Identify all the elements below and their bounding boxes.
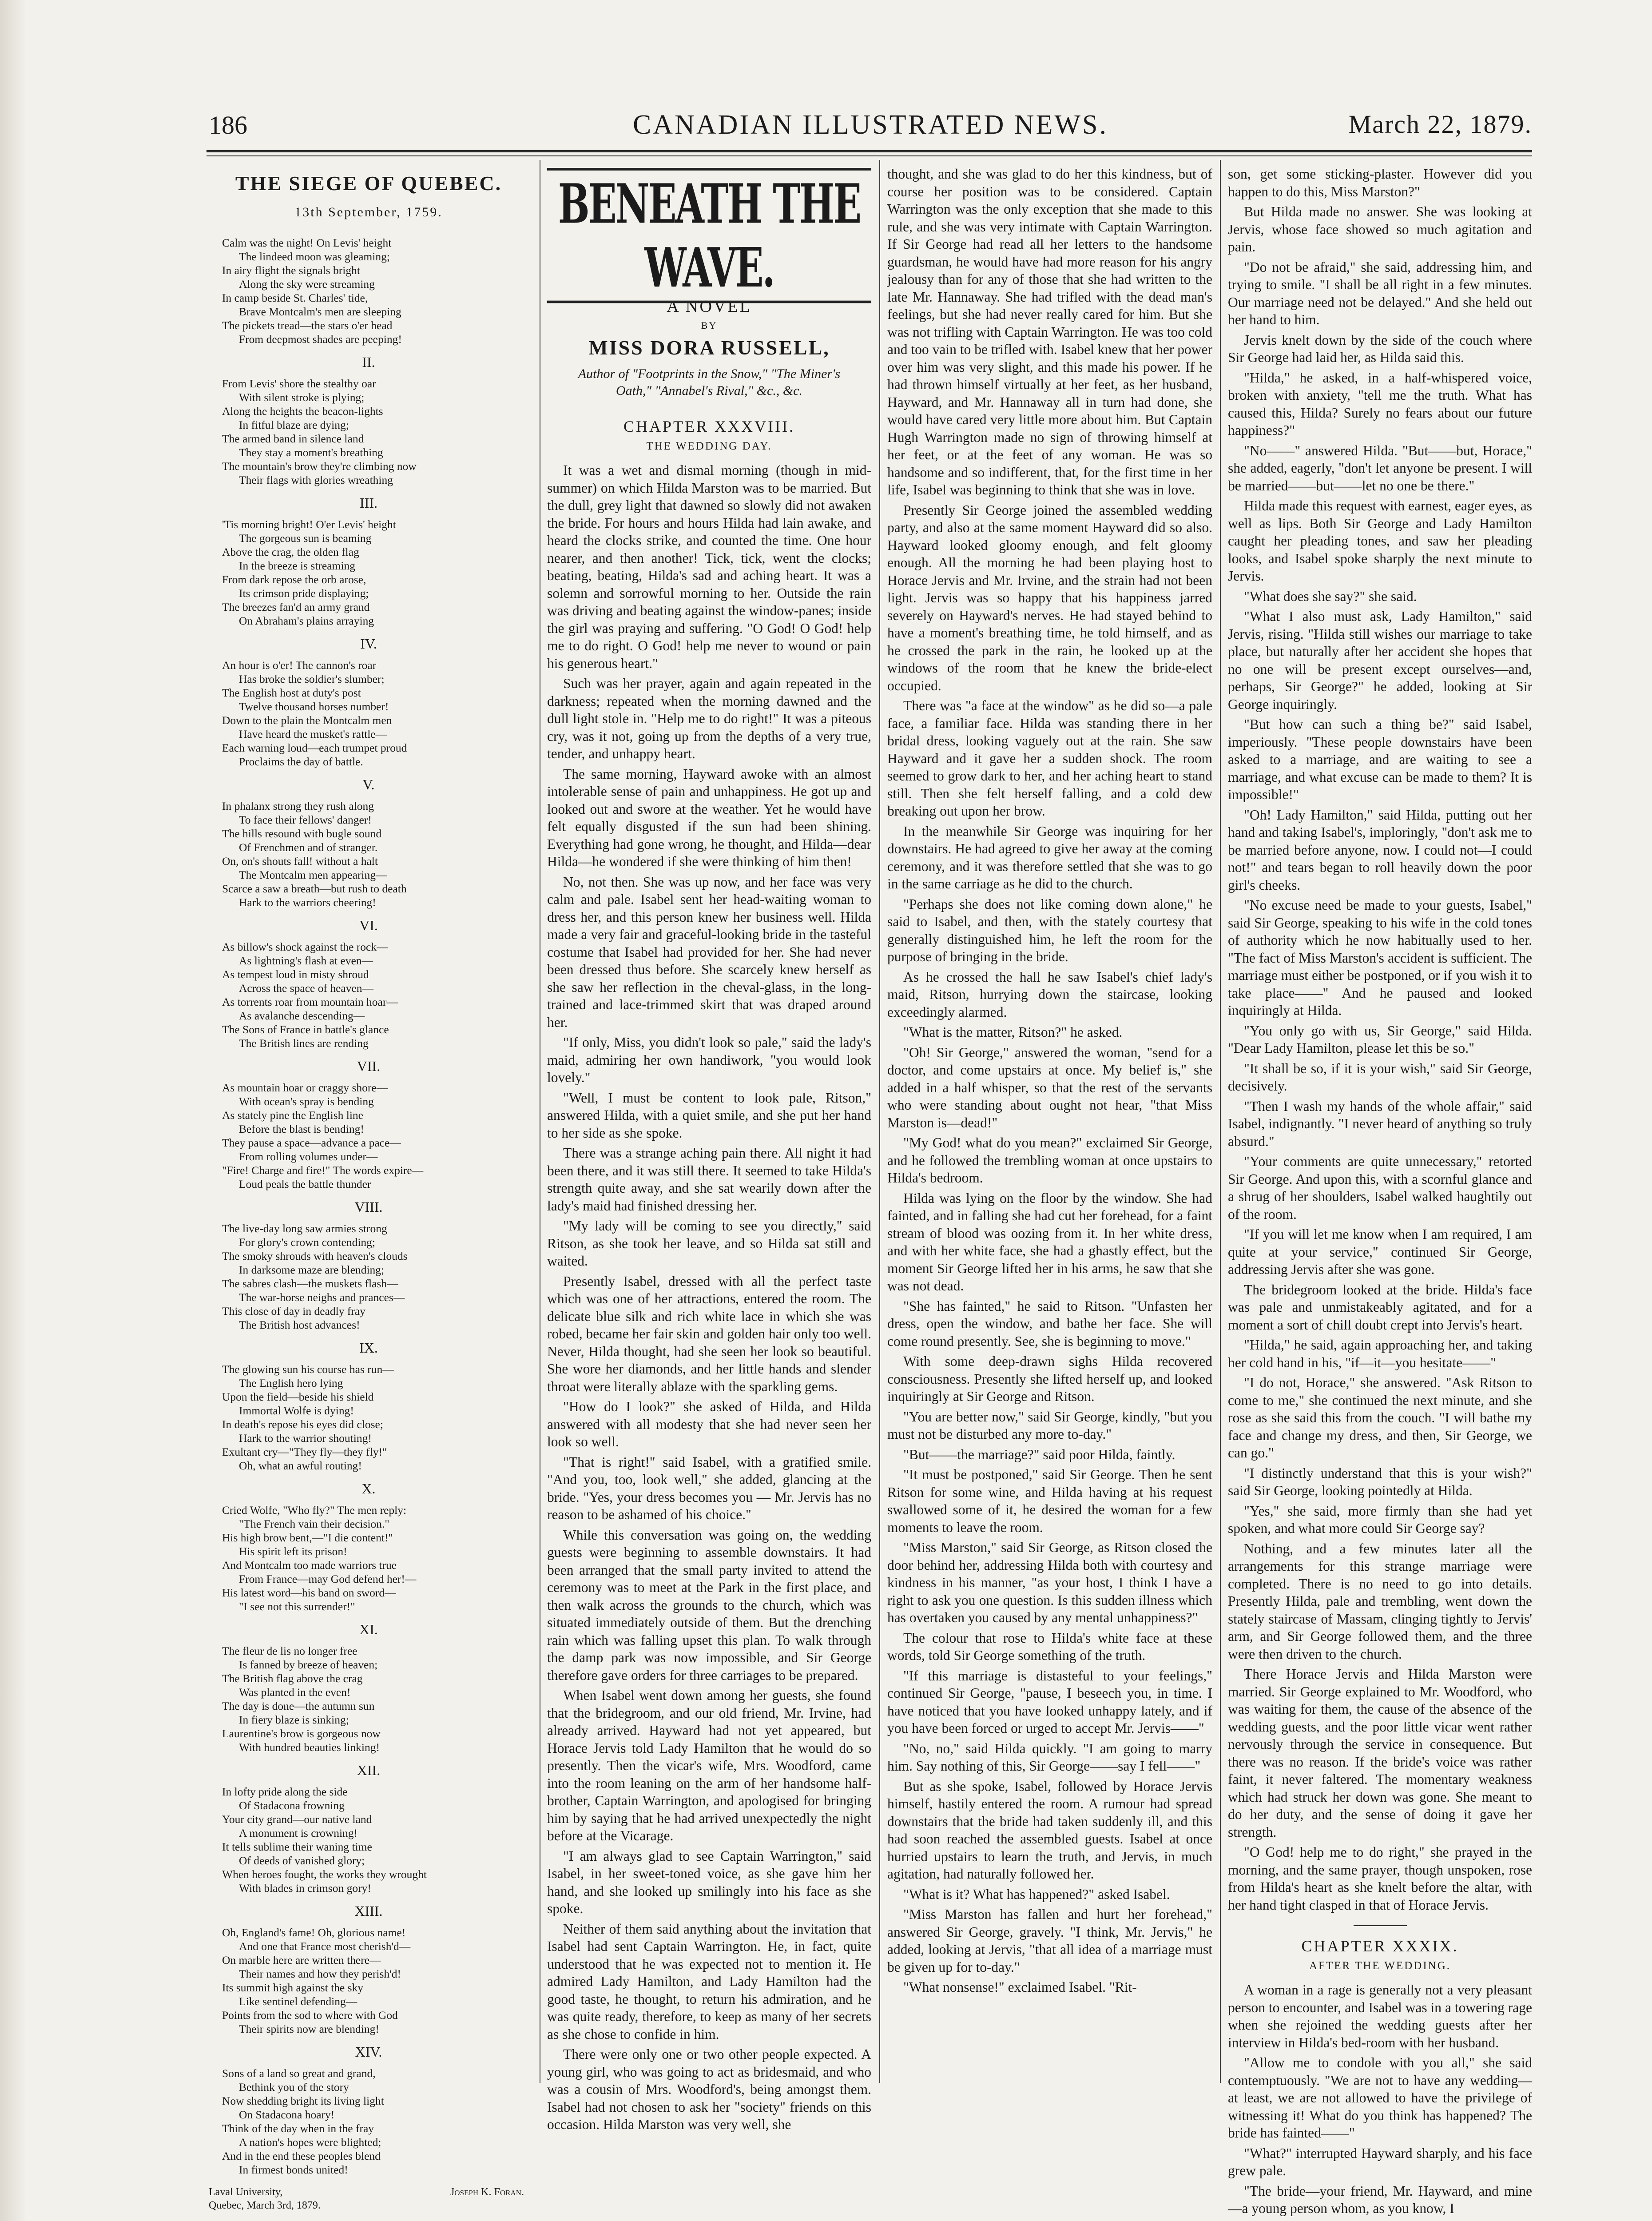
- stanza: [222, 1503, 528, 1613]
- paragraph: As he crossed the hall he saw Isabel's chief lady's maid, Ritson, hurrying down the staircase, looking exceedingly alarmed.: [887, 969, 1212, 1020]
- paragraph: "If this marriage is distasteful to your feelings," continued Sir George, "pause, I beseech you, in time. I have noticed that you have looked unhappy lately, and if you have been forced or urged to accept Mr. Jervis——": [887, 1668, 1212, 1736]
- poem-line: Their names and how they perish'd!: [239, 1967, 401, 1980]
- poem-line: Points from the sod to where with God: [222, 2009, 398, 2022]
- paragraph: "Then I wash my hands of the whole affair," said Isabel, indignantly. "I never heard of anything so truly absurd.": [1228, 1098, 1532, 1149]
- poem-line: The gorgeous sun is beaming: [239, 532, 372, 545]
- paragraph: No, not then. She was up now, and her face was very calm and pale. Isabel sent her head-waiting woman to dress her, and this person knew her business well. Hilda made a very fair and graceful-looking bride in the tasteful costume that Isabel had provided for her. She had never been dressed thus before. She scarcely knew herself as she saw her reflection in the cheval-glass, in the long-trained and lace-trimmed skirt that was draped around her.: [547, 874, 871, 1030]
- paragraph: "Hilda," he said, again approaching her, and taking her cold hand in his, "if—it—you hesitate——": [1228, 1337, 1532, 1370]
- poem-line: The live-day long saw armies strong: [222, 1222, 387, 1235]
- poem-line: Upon the field—beside his shield: [222, 1390, 374, 1403]
- poem-line: The English host at duty's post: [222, 686, 361, 699]
- stanza: [222, 1926, 528, 2036]
- paragraph: "I distinctly understand that this is your wish?" said Sir George, looking pointedly at Hilda.: [1228, 1465, 1532, 1498]
- poem-line: As lightning's flash at even—: [239, 954, 373, 967]
- paragraph: While this conversation was going on, the wedding guests were beginning to assemble downstairs. It had been arranged that the small party invited to attend the ceremony was to meet at the Park in the first place, and then walk across the grounds to the church, which was situated immediately outside of them. But the drenching rain which was falling upset this plan. To walk through the damp park was now impossible, and Sir George therefore gave orders for three carriages to be prepared.: [547, 1527, 871, 1683]
- poem-line: Above the crag, the olden flag: [222, 545, 359, 558]
- paragraph: "What nonsense!" exclaimed Isabel. "Rit-: [903, 1979, 1137, 1995]
- poem-line: With ocean's spray is bending: [239, 1095, 374, 1108]
- poem-line: "Fire! Charge and fire!" The words expire—: [222, 1164, 424, 1177]
- poem-line: And in the end these peoples blend: [222, 2149, 381, 2162]
- paragraph: "It must be postponed," said Sir George. Then he sent Ritson for some wine, and Hilda having at his request swallowed some of it, he desired the woman for a few moments to leave the room.: [887, 1467, 1212, 1535]
- stanza: [222, 1785, 528, 1895]
- poem-line: The hills resound with bugle sound: [222, 827, 382, 840]
- paragraph: "Do not be afraid," she said, addressing him, and trying to smile. "I shall be all right in a few minutes. Our marriage need not be delayed." And she held out her hand to him.: [1228, 259, 1532, 327]
- poem-line: In darksome maze are blending;: [239, 1263, 385, 1276]
- poem-line: As torrents roar from mountain hoar—: [222, 995, 398, 1008]
- paragraph: A woman in a rage is generally not a very pleasant person to encounter, and Isabel was in a towering rage when she rejoined the wedding guests after her interview in Hilda's bed-room with her husband.: [1228, 1982, 1532, 2050]
- stanza: [222, 377, 528, 487]
- header-rule-thin: [206, 155, 1532, 156]
- serial-genre: A NOVEL: [667, 297, 752, 316]
- serial-banner: BENEATH THE WAVE.: [547, 168, 871, 303]
- paragraph: Hilda was lying on the floor by the window. She had fainted, and in falling she had cut her forehead, for a faint stream of blood was oozing from it. In her white dress, and with her white face, she had a ghastly effect, but the moment Sir George lifted her in his arms, he saw that she was not dead.: [887, 1190, 1212, 1294]
- poem-line: Oh, what an awful routing!: [239, 1459, 362, 1472]
- poem-line: The mountain's brow they're climbing now: [222, 460, 417, 473]
- poem-line: Sons of a land so great and grand,: [222, 2067, 376, 2080]
- poem-place: Laval University,: [209, 2186, 283, 2198]
- paragraph: "No excuse need be made to your guests, Isabel," said Sir George, speaking to his wife in the cold tones of authority which he now habitually used to her. "The fact of Miss Marston's accident is sufficient. The marriage must either be postponed, or if you wish it to take place——" And he paused and looked inquiringly at Hilda.: [1228, 897, 1532, 1018]
- poem-line: Across the space of heaven—: [239, 982, 374, 995]
- poem-line: The breezes fan'd an army grand: [222, 601, 370, 613]
- poem-line: On Abraham's plains arraying: [239, 614, 374, 627]
- poem-title: THE SIEGE OF QUEBEC.: [235, 172, 502, 195]
- poem-line: The lindeed moon was gleaming;: [239, 250, 390, 263]
- poem-line: Hark to the warriors cheering!: [239, 896, 376, 909]
- poem-line: Scarce a saw a breath—but rush to death: [222, 882, 407, 895]
- stanza-number: VII.: [357, 1058, 381, 1074]
- poem-line: They pause a space—advance a pace—: [222, 1136, 401, 1149]
- stanza: [222, 1644, 528, 1754]
- paragraph: "If only, Miss, you didn't look so pale," said the lady's maid, admiring her own handiwork, "you would look lovely.": [547, 1035, 871, 1085]
- stanza-number: V.: [362, 776, 375, 792]
- poem-line: Is fanned by breeze of heaven;: [239, 1658, 378, 1671]
- stanza: [222, 658, 528, 768]
- poem-line: The armed band in silence land: [222, 432, 364, 445]
- poem-line: Think of the day when in the fray: [222, 2122, 374, 2135]
- paragraph: "Oh! Lady Hamilton," said Hilda, putting out her hand and taking Isabel's, imploringly, "don't ask me to be married before anyone, now. I could not—I could not!" and tears began to roll heavily down the poor girl's cheeks.: [1228, 807, 1532, 893]
- poem-line: An hour is o'er! The cannon's roar: [222, 659, 377, 672]
- poem-line: From deepmost shades are peeping!: [239, 333, 402, 346]
- paragraph: "No——" answered Hilda. "But——but, Horace," she added, eagerly, "don't let anyone be present. I will be married——but——let no one be there.": [1228, 442, 1532, 494]
- poem-line: In the breeze is streaming: [239, 559, 355, 572]
- poem-line: Its summit high against the sky: [222, 1981, 364, 1994]
- serial-column-1: [547, 165, 871, 2132]
- serial-author: MISS DORA RUSSELL,: [588, 336, 830, 359]
- paragraph: The colour that rose to Hilda's white face at these words, told Sir George something of the truth.: [887, 1630, 1212, 1663]
- poem-line: The fleur de lis no longer free: [222, 1644, 357, 1657]
- stanza-number: IV.: [360, 636, 377, 652]
- poem-line: Exultant cry—"They fly—they fly!": [222, 1445, 387, 1458]
- paragraph: "Hilda," he asked, in a half-whispered voice, broken with anxiety, "tell me the truth. What has caused this, Hilda? Surely no fears about our future happiness?": [1228, 370, 1532, 438]
- poem-line: Down to the plain the Montcalm men: [222, 714, 392, 727]
- poem-line: Cried Wolfe, "Who fly?" The men reply:: [222, 1504, 407, 1516]
- poem-line: On marble here are written there—: [222, 1954, 381, 1966]
- paragraph: Presently Isabel, dressed with all the perfect taste which was one of her attractions, entered the room. The delicate blue silk and rich white lace in which she was robed, became her fair skin and golden hair only too well. Never, Hilda thought, had she seen her look so beautiful. She wore her diamonds, and her little hands and slender throat were literally ablaze with the sparkling gems.: [547, 1273, 871, 1394]
- paragraph: There was a strange aching pain there. All night it had been there, and it was still there. It seemed to take Hilda's strength quite away, and she sat wearily down after the lady's maid had finished dressing her.: [547, 1145, 871, 1214]
- paragraph: "Well, I must be content to look pale, Ritson," answered Hilda, with a quiet smile, and she put her hand to her side as she spoke.: [547, 1090, 871, 1141]
- paragraph: Presently Sir George joined the assembled wedding party, and also at the same moment Hayward did so also. Hayward looked gloomy enough, and felt gloomy enough. All the morning he had been playing host to Horace Jervis and Mr. Irvine, and the strain had not been light. Jervis was so happy that his happiness jarred severely on Hayward's nerves. He had stayed behind to have a moment's breathing time, he told himself, and as he crossed the park in the rain, he looked up at the windows of the room that he knew the bride-elect occupied.: [887, 502, 1212, 693]
- stanza: [222, 517, 528, 628]
- paragraph: "But——the marriage?" said poor Hilda, faintly.: [903, 1446, 1175, 1462]
- poem-signature: [209, 2185, 528, 2217]
- stanza-number: X.: [361, 1481, 376, 1497]
- stanza: [222, 1222, 528, 1332]
- poem-line: It tells sublime their waning time: [222, 1840, 372, 1853]
- paragraph: "Allow me to condole with you all," she said contemptuously. "We are not to have any wedding—at least, we are not allowed to have the privilege of witnessing it! What do you think has happened? The bride has fainted——": [1228, 2055, 1532, 2141]
- chapter-title: THE WEDDING DAY.: [646, 440, 772, 452]
- paragraph: "My God! what do you mean?" exclaimed Sir George, and he followed the trembling woman at once upstairs to Hilda's bedroom.: [887, 1135, 1212, 1186]
- poem-line: Laurentine's brow is gorgeous now: [222, 1727, 381, 1740]
- poem-line: On, on's shouts fall! without a halt: [222, 855, 378, 868]
- paragraph: "Yes," she said, more firmly than she had yet spoken, and what more could Sir George say?: [1228, 1503, 1532, 1536]
- paragraph: "I do not, Horace," she answered. "Ask Ritson to come to me," she continued the next minute, and she rose as she said this from the couch. "I will bathe my face and change my dress, and then, Sir George, we can go.": [1228, 1375, 1532, 1461]
- poem-line: In camp beside St. Charles' tide,: [222, 291, 368, 304]
- paragraph: "But how can such a thing be?" said Isabel, imperiously. "These people downstairs have been asked to a marriage, and are waiting to see a marriage, and what excuse can be made to them? It is impossible!": [1228, 716, 1532, 802]
- poem-line: Now shedding bright its living light: [222, 2094, 384, 2107]
- page-number: 186: [209, 111, 247, 139]
- poem-line: Its crimson pride displaying;: [239, 587, 369, 600]
- paragraph: There was "a face at the window" as he did so—a pale face, a familiar face. Hilda was standing there in her bridal dress, looking vaguely out at the rain. She saw Hayward and it gave her a sudden shock. The room seemed to grow dark to her, and her aching heart to stand still. Then she felt herself falling, and a cold dew breaking out upon her brow.: [887, 698, 1212, 819]
- poem-line: When heroes fought, the works they wrought: [222, 1868, 427, 1881]
- poem-line: With hundred beauties linking!: [239, 1741, 380, 1754]
- paragraph: Jervis knelt down by the side of the couch where Sir George had laid her, as Hilda said this.: [1228, 332, 1532, 365]
- poem-line: Calm was the night! On Levis' height: [222, 236, 392, 249]
- paragraph: thought, and she was glad to do her this kindness, but of course her position was to be considered. Captain Warrington was the only exception that she made to this rule, and she was very intimate with Captain Warrington. If Sir George had read all her letters to the handsome guardsman, he would have had more reason for his angry jealousy than for any of those that she had written to the late Mr. Hannaway. She had trifled with the dead man's feelings, but she had never really cared for him. But she was not trifling with Captain Warrington. He was too cold and too vain to be trifled with. Isabel knew that her power over him was very slight, and this made his power. If he had thrown himself virtually at her feet, as her husband, Hayward, and Mr. Hannaway all in turn had done, she would have cared very little more about him. But Captain Hugh Warrington made no sign of throwing himself at her feet, or at the feet of any woman. He was so handsome and so indifferent, that, for the first time in her life, Isabel was beginning to think that she was in love.: [887, 166, 1212, 498]
- poem-line: On Stadacona hoary!: [239, 2108, 335, 2121]
- paragraph: "That is right!" said Isabel, with a gratified smile. "And you, too, look well," she added, glancing at the bride. "Yes, your dress becomes you — Mr. Jervis has no reason to be ashamed of his choice.": [547, 1454, 871, 1522]
- column-divider: [879, 160, 880, 2083]
- poem-line: In lofty pride along the side: [222, 1785, 348, 1798]
- poem-place-date: Quebec, March 3rd, 1879.: [209, 2200, 321, 2211]
- poem-line: Of Frenchmen and of stranger.: [239, 841, 378, 854]
- column-divider: [1220, 160, 1221, 2083]
- poem-line: A nation's hopes were blighted;: [239, 2136, 381, 2149]
- poem-line: From dark repose the orb arose,: [222, 573, 366, 586]
- poem-line: With silent stroke is plying;: [239, 391, 365, 404]
- stanza: [222, 799, 528, 909]
- serial-by: BY: [701, 320, 718, 331]
- poem-line: As avalanche descending—: [239, 1009, 365, 1022]
- poem-line: From France—may God defend her!—: [239, 1572, 417, 1585]
- poem-line: In firmest bonds united!: [239, 2163, 348, 2176]
- poem-line: Your city grand—our native land: [222, 1813, 372, 1826]
- stanza-number: XI.: [359, 1621, 378, 1637]
- stanza: [222, 2066, 528, 2177]
- serial-column-3: [1228, 165, 1533, 2216]
- poem-line: Along the sky were streaming: [239, 278, 375, 291]
- poem-line: Oh, England's fame! Oh, glorious name!: [222, 1926, 406, 1939]
- paragraph: "What?" interrupted Hayward sharply, and his face grew pale.: [1228, 2145, 1532, 2178]
- paragraph: "O God! help me to do right," she prayed in the morning, and the same prayer, though unspoken, rose from Hilda's heart as she knelt before the altar, with her hand tight clasped in that of Horace Jervis.: [1228, 1844, 1532, 1913]
- poem-line: Immortal Wolfe is dying!: [239, 1404, 354, 1417]
- poem-line: The Sons of France in battle's glance: [222, 1023, 389, 1036]
- poem-line: Before the blast is bending!: [239, 1122, 364, 1135]
- poem-line: His spirit left its prison!: [239, 1545, 347, 1558]
- paragraph: There Horace Jervis and Hilda Marston were married. Sir George explained to Mr. Woodford, who was waiting for them, the cause of the absence of the wedding guests, and the poor little vicar went rather nervously through the service in consequence. But there was no reason. If the bride's voice was rather faint, it never faltered. The momentary weakness which had struck her down was gone. She meant to do her duty, and the sense of doing it gave her strength.: [1228, 1666, 1532, 1840]
- poem-line: Of deeds of vanished glory;: [239, 1854, 365, 1867]
- paragraph: "What is it? What has happened?" asked Isabel.: [903, 1886, 1170, 1902]
- poem-line: Each warning loud—each trumpet proud: [222, 741, 407, 754]
- poem-line: Proclaims the day of battle.: [239, 755, 363, 768]
- poem-date: 13th September, 1759.: [294, 205, 443, 219]
- poem-line: Of Stadacona frowning: [239, 1799, 345, 1812]
- paragraph: "It shall be so, if it is your wish," said Sir George, decisively.: [1228, 1060, 1532, 1094]
- paragraph: "Perhaps she does not like coming down alone," he said to Isabel, and then, with the stately courtesy that generally distinguished him, he left the room for the purpose of bringing in the bride.: [887, 896, 1212, 964]
- poem-line: From rolling volumes under—: [239, 1150, 378, 1163]
- paragraph: "No, no," said Hilda quickly. "I am going to marry him. Say nothing of this, Sir George——say I fell——": [887, 1740, 1212, 1774]
- stanza: [222, 1362, 528, 1473]
- serial-text: [1228, 165, 1532, 1914]
- serial-text: [887, 165, 1212, 1996]
- serial-author-works: Author of "Footprints in the Snow," "The Miner's Oath," "Annabel's Rival," &c., &c.: [578, 366, 841, 398]
- poem-line: The day is done—the autumn sun: [222, 1700, 375, 1712]
- poem-line: The British flag above the crag: [222, 1672, 363, 1685]
- poem-stanzas: [209, 236, 528, 2177]
- poem-line: A monument is crowning!: [239, 1827, 358, 1839]
- chapter-divider: [1354, 1925, 1407, 1926]
- paragraph: "You only go with us, Sir George," said Hilda. "Dear Lady Hamilton, please let this be so.": [1228, 1023, 1532, 1056]
- poem-line: In fitful blaze are dying;: [239, 418, 349, 431]
- poem-line: The British lines are rending: [239, 1037, 369, 1050]
- stanza-number: VI.: [359, 917, 378, 933]
- paragraph: "Oh! Sir George," answered the woman, "send for a doctor, and come upstairs at once. My belief is," she added in a half whisper, so that the rest of the servants who were standing about ought not hear, "that Miss Marston is—dead!": [887, 1044, 1212, 1130]
- stanza-number: II.: [362, 354, 375, 370]
- poem-line: With blades in crimson gory!: [239, 1882, 371, 1895]
- paragraph: "Your comments are quite unnecessary," retorted Sir George. And upon this, with a scornful glance and a shrug of her shoulders, Isabel walked haughtily out of the room.: [1228, 1154, 1532, 1222]
- poem-line: And Montcalm too made warriors true: [222, 1559, 397, 1572]
- poem-line: As stately pine the English line: [222, 1109, 363, 1122]
- serial-text: [547, 462, 871, 2133]
- poem-line: Was planted in the even!: [239, 1686, 351, 1699]
- stanza-number: XIII.: [354, 1903, 383, 1919]
- paragraph: "If you will let me know when I am required, I am quite at your service," continued Sir George, addressing Jervis after she was gone.: [1228, 1226, 1532, 1277]
- paragraph: There were only one or two other people expected. A young girl, who was going to act as bridesmaid, and who was a cousin of Mrs. Woodford's, being amongst them. Isabel had not chosen to ask her "society" friends on this occasion. Hilda Marston was very well, she: [547, 2046, 871, 2132]
- poem-line: Hark to the warrior shouting!: [239, 1432, 372, 1445]
- paragraph: "What does she say?" she said.: [1244, 588, 1417, 604]
- stanza-number: VIII.: [354, 1199, 383, 1215]
- stanza: [222, 940, 528, 1050]
- poem-line: The English hero lying: [239, 1377, 343, 1389]
- poem-line: And one that France most cherish'd—: [239, 1940, 411, 1953]
- poem-line: From Levis' shore the stealthy oar: [222, 377, 376, 390]
- paragraph: When Isabel went down among her guests, she found that the bridegroom, and our old friend, Mr. Irvine, had already arrived. Hayward had not yet appeared, but Horace Jervis told Lady Hamilton that he would do so presently. Then the vicar's wife, Mrs. Woodford, came into the room leaning on the arm of her handsome half-brother, Captain Warrington, and apologised for bringing him by saying that he had arrived unexpectedly the night before at the Vicarage.: [547, 1688, 871, 1843]
- chapter-heading: CHAPTER XXXIX.: [1301, 1937, 1459, 1955]
- poem-line: As mountain hoar or craggy shore—: [222, 1081, 388, 1094]
- poem-line: In death's repose his eyes did close;: [222, 1418, 383, 1431]
- poem-line: Like sentinel defending—: [239, 1995, 357, 2008]
- poem-line: In airy flight the signals bright: [222, 264, 360, 277]
- poem-author: Joseph K. Foran.: [450, 2186, 524, 2198]
- paragraph: "How do I look?" she asked of Hilda, and Hilda answered with all modesty that she had never seen her look so well.: [547, 1399, 871, 1449]
- poem-line: Brave Montcalm's men are sleeping: [239, 305, 401, 318]
- poem-line: For glory's crown contending;: [239, 1236, 376, 1249]
- poem-line: Has broke the soldier's slumber;: [239, 673, 385, 685]
- poem-line: The British host advances!: [239, 1318, 360, 1331]
- paragraph: "What is the matter, Ritson?" he asked.: [903, 1024, 1123, 1040]
- chapter-heading: CHAPTER XXXVIII.: [623, 418, 795, 435]
- paragraph: "My lady will be coming to see you directly," said Ritson, as she took her leave, and so Hilda sat still and waited.: [547, 1218, 871, 1269]
- chapter-title: AFTER THE WEDDING.: [1309, 1960, 1451, 1972]
- poem-line: Loud peals the battle thunder: [239, 1178, 371, 1190]
- paragraph: Hilda made this request with earnest, eager eyes, as well as lips. Both Sir George and Lady Hamilton caught her pleading tones, and saw her pleading looks, and Isabel spoke sharply the next minute to Jervis.: [1228, 498, 1533, 584]
- page-header: [209, 106, 1532, 146]
- poem-line: The glowing sun his course has run—: [222, 1363, 394, 1376]
- serial-column-2: [887, 165, 1212, 2089]
- poem-line: As tempest loud in misty shroud: [222, 968, 369, 981]
- poem-line: The sabres clash—the muskets flash—: [222, 1277, 398, 1290]
- stanza-number: III.: [360, 495, 377, 511]
- paragraph: The same morning, Hayward awoke with an almost intolerable sense of pain and unhappiness. He got up and looked out and swore at the weather. Yet he would have felt equally disgusted if the sun had been shining. Everything had gone wrong, he thought, and Hilda—dear Hilda—he wondered if she were thinking of him then!: [547, 766, 871, 869]
- poem-line: This close of day in deadly fray: [222, 1305, 365, 1317]
- poem-line: In fiery blaze is sinking;: [239, 1713, 349, 1726]
- poem-line: To face their fellows' danger!: [239, 813, 372, 826]
- paragraph: "The bride—your friend, Mr. Hayward, and mine—a young person whom, as you know, I: [1228, 2183, 1532, 2216]
- poem-line: "The French vain their decision.": [239, 1517, 389, 1530]
- paragraph: Neither of them said anything about the invitation that Isabel had sent Captain Warrington. He, in fact, quite understood that he was expected not to mention it. He admired Lady Hamilton, and Lady Hamilton had the good taste, he thought, to return his admiration, and he was quite ready, therefore, to keep as many of her secrets as she chose to confide in him.: [547, 1921, 871, 2042]
- poem-line: Their flags with glories wreathing: [239, 474, 393, 486]
- paragraph: "Miss Marston," said Sir George, as Ritson closed the door behind her, addressing Hilda both with courtesy and kindness in his manner, "as your host, I think I have a right to ask you one question. Is this sudden illness which has overtaken you caused by any mental unhappiness?": [887, 1540, 1212, 1625]
- header-rule: [206, 150, 1532, 152]
- serial-text: [1228, 1981, 1532, 2217]
- poem-line: They stay a moment's breathing: [239, 446, 383, 459]
- paragraph: son, get some sticking-plaster. However did you happen to do this, Miss Marston?": [1228, 166, 1532, 199]
- poem-line: His high brow bent,—"I die content!": [222, 1531, 393, 1544]
- poem-line: Bethink you of the story: [239, 2081, 349, 2094]
- poem-line: In phalanx strong they rush along: [222, 800, 374, 812]
- stanza-number: XIV.: [355, 2044, 382, 2060]
- stanza-number: XII.: [357, 1762, 381, 1778]
- paragraph: In the meanwhile Sir George was inquiring for her downstairs. He had agreed to give her away at the coming ceremony, and it was therefore settled that she was to go in the same carriage as he did to the church.: [887, 823, 1212, 892]
- poem-line: Twelve thousand horses number!: [239, 700, 389, 713]
- stanza: [222, 1081, 528, 1191]
- poem-line: His latest word—his band on sword—: [222, 1586, 396, 1599]
- poem-line: Have heard the musket's rattle—: [239, 728, 387, 740]
- poem-line: The war-horse neighs and prances—: [239, 1291, 405, 1304]
- paragraph: But Hilda made no answer. She was looking at Jervis, whose face showed so much agitation and pain.: [1228, 204, 1532, 255]
- poem-line: Their spirits now are blending!: [239, 2022, 379, 2035]
- paragraph: It was a wet and dismal morning (though in mid-summer) on which Hilda Marston was to be married. But the dull, grey light that dawned so slowly did not awaken the bride. For hours and hours Hilda had lain awake, and heard the clocks strike, and counted the time. One hour nearer, and then another! Tick, tick, went the clocks; beating, beating, Hilda's sad and aching heart. It was a solemn and sorrowful morning to her. Outside the rain was driving and beating against the window-panes; inside the girl was praying and suffering. "O God! O God! help me to do right. O God! help me never to wound or pain his generous heart.": [547, 462, 871, 671]
- poem-line: As billow's shock against the rock—: [222, 940, 388, 953]
- paragraph: "You are better now," said Sir George, kindly, "but you must not be disturbed any more to-day.": [887, 1409, 1212, 1442]
- paragraph: "Miss Marston has fallen and hurt her forehead," answered Sir George, gravely. "I think, Mr. Jervis," he added, looking at Jervis, "that all idea of a marriage must be given up for to-day.": [887, 1907, 1212, 1975]
- paragraph: "She has fainted," he said to Ritson. "Unfasten her dress, open the window, and bathe her face. She will come round presently. See, she is beginning to move.": [887, 1298, 1212, 1349]
- stanza: [222, 236, 528, 346]
- poem-line: The smoky shrouds with heaven's clouds: [222, 1250, 408, 1262]
- poem-line: The Montcalm men appearing—: [239, 868, 387, 881]
- paragraph: "What I also must ask, Lady Hamilton," said Jervis, rising. "Hilda still wishes our marriage to take place, but naturally after her accident she hopes that no one will be present except ourselves—and, perhaps, Sir George?" he added, looking at Sir George inquiringly.: [1228, 609, 1532, 712]
- poem-line: Along the heights the beacon-lights: [222, 405, 383, 418]
- poem-line: 'Tis morning bright! O'er Levis' height: [222, 518, 396, 531]
- poem-line: The pickets tread—the stars o'er head: [222, 319, 393, 332]
- poem-line: "I see not this surrender!": [239, 1600, 355, 1613]
- paragraph: "I am always glad to see Captain Warrington," said Isabel, in her sweet-toned voice, as she gave him her hand, and she looked up smilingly into his face as she spoke.: [547, 1848, 871, 1916]
- issue-date: March 22, 1879.: [1348, 110, 1532, 139]
- page-fold-shadow: [0, 0, 27, 2221]
- paragraph: Nothing, and a few minutes later all the arrangements for this strange marriage were completed. There is no need to go into details. Presently Hilda, pale and trembling, went down the stately staircase of Massam, clinging tightly to Jervis' arm, and Sir George followed them, and the three were then driven to the church.: [1228, 1540, 1532, 1662]
- poem-column: [209, 165, 528, 2211]
- paragraph: Such was her prayer, again and again repeated in the darkness; repeated when the morning dawned and the dull light stole in. "Help me to do right!" It was a piteous cry, was it not, going up from the depths of a very true, tender, and unhappy heart.: [547, 676, 871, 761]
- paragraph: With some deep-drawn sighs Hilda recovered consciousness. Presently she lifted herself up, and looked inquiringly at Sir George and Ritson.: [887, 1353, 1212, 1404]
- paragraph: The bridegroom looked at the bride. Hilda's face was pale and unmistakeably agitated, and for a moment a sort of chill doubt crept into Jervis's heart.: [1228, 1282, 1532, 1333]
- paragraph: But as she spoke, Isabel, followed by Horace Jervis himself, hastily entered the room. A rumour had spread downstairs that the bride had taken suddenly ill, and this had soon reached the assembled guests. Isabel at once hurried upstairs to learn the truth, and Jervis, in much agitation, had naturally followed her.: [887, 1778, 1212, 1882]
- stanza-number: IX.: [359, 1340, 378, 1356]
- newspaper-title: CANADIAN ILLUSTRATED NEWS.: [632, 110, 1108, 140]
